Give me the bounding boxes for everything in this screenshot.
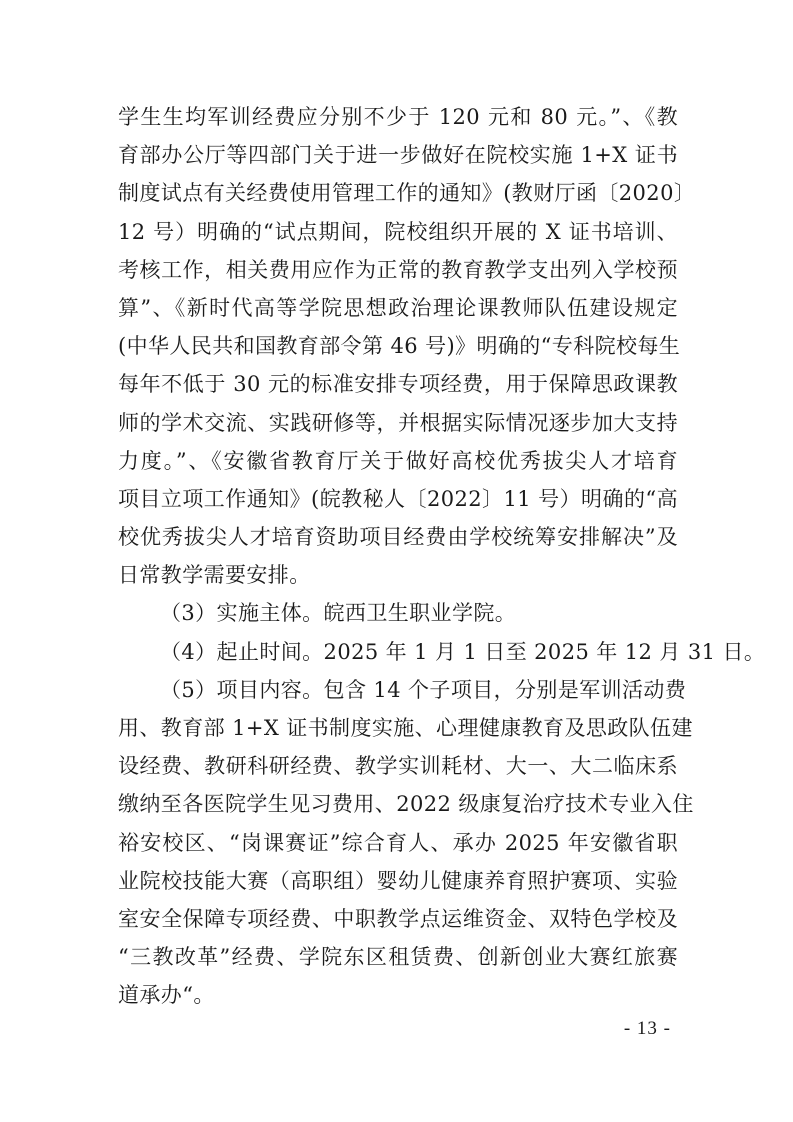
text-line: (中华人民共和国教育部令第 46 号)》明确的“专科院校每生 xyxy=(118,334,681,359)
text-line: “三教改革”经费、学院东区租赁费、创新创业大赛红旅赛 xyxy=(118,945,678,970)
text-line: 每年不低于 30 元的标准安排专项经费，用于保障思政课教 xyxy=(118,372,678,397)
text-line: 考核工作，相关费用应作为正常的教育教学支出列入学校预 xyxy=(118,257,678,282)
text-line-implementer: （3）实施主体。皖西卫生职业学院。 xyxy=(160,601,517,626)
text-line: 制度试点有关经费使用管理工作的通知》(教财厅函〔2020〕 xyxy=(118,181,696,206)
text-line: 校优秀拔尖人才培育资助项目经费由学校统筹安排解决”及 xyxy=(118,525,678,550)
text-line: 日常教学需要安排。 xyxy=(118,563,311,588)
text-line: 室安全保障专项经费、中职教学点运维资金、双特色学校及 xyxy=(118,906,678,931)
text-line: 业院校技能大赛（高职组）婴幼儿健康养育照护赛项、实验 xyxy=(118,868,678,893)
text-line: 用、教育部 1+X 证书制度实施、心理健康教育及思政队伍建 xyxy=(118,716,693,740)
text-line: 道承办“。 xyxy=(118,983,215,1008)
text-line: 裕安校区、“岗课赛证”综合育人、承办 2025 年安徽省职 xyxy=(118,830,678,855)
text-line-content: （5）项目内容。包含 14 个子项目，分别是军训活动费 xyxy=(160,677,687,702)
text-line-period: （4）起止时间。2025 年 1 月 1 日至 2025 年 12 月 31 日。 xyxy=(160,639,766,664)
text-line: 项目立项工作通知》(皖教秘人〔2022〕11 号）明确的“高 xyxy=(118,486,678,511)
text-line: 力度。”、《安徽省教育厅关于做好高校优秀拔尖人才培育 xyxy=(118,448,678,473)
text-line: 师的学术交流、实践研修等，并根据实际情况逐步加大支持 xyxy=(118,410,678,435)
text-line: 设经费、教研科研经费、教学实训耗材、大一、大二临床系 xyxy=(118,754,678,779)
text-line: 学生生均军训经费应分别不少于 120 元和 80 元。”、《教 xyxy=(118,105,678,129)
document-body xyxy=(118,98,766,1015)
text-line: 缴纳至各医院学生见习费用、2022 级康复治疗技术专业入住 xyxy=(118,792,694,817)
text-line: 12 号）明确的“试点期间，院校组织开展的 X 证书培训、 xyxy=(118,219,678,244)
text-line: 算”、《新时代高等学院思想政治理论课教师队伍建设规定 xyxy=(118,295,678,320)
text-line: 育部办公厅等四部门关于进一步做好在院校实施 1+X 证书 xyxy=(118,143,678,168)
page-number: - 13 - xyxy=(623,1018,671,1039)
